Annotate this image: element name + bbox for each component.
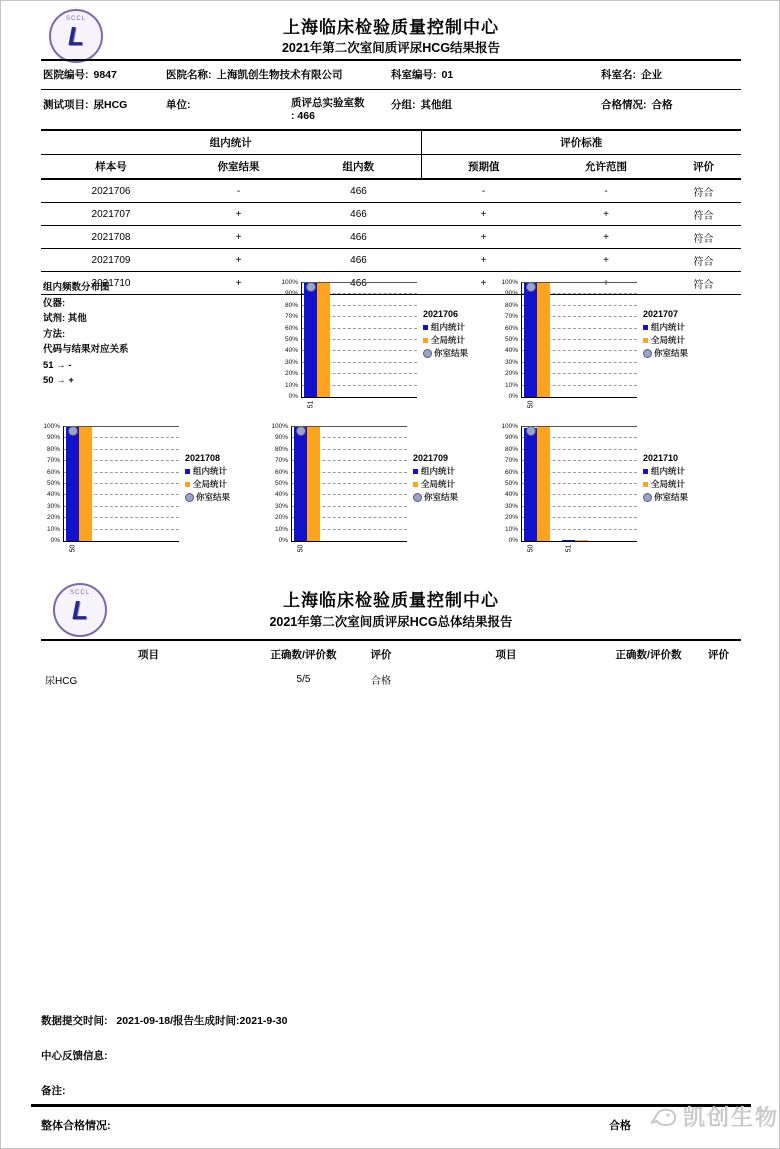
logo-monogram: L: [72, 595, 88, 625]
legend-item: [643, 321, 688, 334]
y-tick-label: 50%: [284, 336, 298, 343]
chart-legend: [423, 308, 468, 360]
y-tick-label: 0%: [288, 393, 298, 400]
y-tick-label: 60%: [284, 324, 298, 332]
col-correct-ratio: 正确数/评价数: [256, 640, 351, 667]
chart-notes: [43, 280, 129, 389]
frequency-chart-2021709: [272, 422, 487, 562]
y-tick-label: 20%: [504, 370, 518, 378]
x-tick-label: 51: [565, 544, 573, 553]
x-tick-label: 50: [527, 400, 535, 409]
column-header-row: [41, 155, 741, 180]
y-tick-label: 20%: [274, 514, 288, 522]
overall-qualified-value: 合格: [609, 1120, 631, 1132]
chart-legend: [643, 308, 688, 360]
watermark: [649, 1101, 779, 1132]
chart-legend: [185, 452, 230, 504]
y-tick-label: 80%: [504, 445, 518, 453]
x-tick-label: 51: [307, 400, 315, 409]
remark-line: 备注:: [41, 1085, 66, 1097]
y-tick-label: 100%: [43, 423, 60, 430]
report1-subtitle: 2021年第二次室间质评尿HCG结果报告: [281, 41, 501, 55]
column-header-row: [41, 640, 741, 667]
y-tick-label: 100%: [501, 423, 518, 430]
col-evaluation-2: 评价: [696, 640, 741, 667]
kaichuang-bird-icon: [649, 1104, 679, 1130]
y-tick-label: 90%: [274, 434, 288, 442]
legend-item: [643, 334, 688, 347]
results-table: [41, 129, 741, 298]
legend-label: 你室结果: [434, 348, 469, 358]
overall-qualified-label: 整体合格情况:: [41, 1120, 111, 1132]
legend-item: [643, 347, 688, 360]
legend-circle-swatch: [423, 349, 432, 358]
legend-item: [413, 465, 458, 478]
legend-label: 全局统计: [193, 479, 228, 489]
legend-square-swatch: [643, 469, 648, 474]
group-header-intra: 组内统计: [41, 130, 421, 155]
legend-item: [185, 478, 230, 491]
chart-legend: [643, 452, 688, 504]
code-map-51: 51 → -: [43, 359, 72, 371]
y-tick-label: 40%: [284, 347, 298, 355]
legend-item: [643, 491, 688, 504]
logo-monogram: L: [68, 21, 84, 51]
y-tick-label: 40%: [504, 347, 518, 355]
your-result-marker: [296, 426, 306, 436]
col-your-result: 你室结果: [181, 155, 296, 180]
table-row: 尿HCG 5/5 合格: [45, 673, 391, 687]
y-tick-label: 40%: [504, 491, 518, 499]
qualified-field: 合格情况: 合格: [601, 99, 673, 111]
col-evaluation: 评价: [666, 155, 741, 180]
legend-label: 全局统计: [431, 335, 466, 345]
your-result-marker: [526, 426, 536, 436]
legend-label: 全局统计: [651, 335, 686, 345]
legend-square-swatch: [413, 482, 418, 487]
y-tick-label: 20%: [504, 514, 518, 522]
code-map-title: 代码与结果对应关系: [43, 344, 129, 355]
y-tick-label: 10%: [504, 381, 518, 389]
col-correct-ratio-2: 正确数/评价数: [601, 640, 696, 667]
bar-global-stat: [537, 283, 550, 397]
chart-legend: [413, 452, 458, 504]
y-tick-label: 30%: [46, 502, 60, 510]
y-tick-label: 30%: [284, 358, 298, 366]
y-tick-label: 10%: [284, 381, 298, 389]
legend-label: 组内统计: [651, 466, 686, 476]
frequency-chart-2021707: [502, 278, 717, 418]
legend-square-swatch: [643, 325, 648, 330]
legend-item: [643, 478, 688, 491]
legend-title: 2021706: [423, 309, 459, 319]
legend-item: [423, 347, 468, 360]
col-expected: 预期值: [421, 155, 546, 180]
your-result-marker: [306, 282, 316, 292]
table-row: 2021708 + 466 + + 符合: [41, 226, 741, 249]
overall-results-table: [41, 639, 741, 691]
legend-label: 你室结果: [654, 492, 689, 502]
y-tick-label: 20%: [46, 514, 60, 522]
your-result-marker: [526, 282, 536, 292]
logo-ring-text: SCCL: [69, 590, 90, 596]
y-tick-label: 20%: [284, 370, 298, 378]
frequency-chart-2021708: [44, 422, 259, 562]
y-tick-label: 10%: [504, 525, 518, 533]
info-row-2: [41, 97, 741, 129]
y-tick-label: 80%: [284, 301, 298, 309]
dept-name-field: 科室名: 企业: [601, 69, 662, 81]
legend-label: 组内统计: [421, 466, 456, 476]
divider: [41, 59, 741, 61]
y-tick-label: 70%: [504, 457, 518, 465]
bar-group-stat: [524, 283, 537, 397]
legend-square-swatch: [423, 338, 428, 343]
y-tick-label: 30%: [504, 358, 518, 366]
x-axis: [521, 398, 636, 418]
legend-title: 2021707: [643, 309, 679, 319]
y-tick-label: 40%: [46, 491, 60, 499]
divider-thick: [31, 1104, 751, 1107]
col-sample-no: 样本号: [41, 155, 181, 180]
bar-group-stat: [294, 427, 307, 541]
legend-circle-swatch: [185, 493, 194, 502]
y-tick-label: 0%: [50, 537, 60, 544]
y-tick-label: 60%: [46, 468, 60, 476]
bar-group-stat: [66, 427, 79, 541]
dept-no-field: 科室编号: 01: [391, 69, 454, 81]
y-tick-label: 80%: [274, 445, 288, 453]
y-tick-label: 0%: [508, 393, 518, 400]
y-tick-label: 50%: [274, 480, 288, 487]
hospital-no-field: 医院编号: 9847: [43, 69, 117, 81]
y-tick-label: 100%: [281, 279, 298, 286]
legend-label: 全局统计: [421, 479, 456, 489]
bar-global-stat: [79, 427, 92, 541]
y-axis: [43, 423, 62, 544]
unit-field: 单位:: [166, 99, 191, 111]
x-axis: [301, 398, 416, 418]
y-tick-label: 80%: [504, 301, 518, 309]
col-evaluation: 评价: [351, 640, 411, 667]
watermark-text: 凯创生物: [683, 1105, 780, 1130]
y-tick-label: 70%: [284, 313, 298, 321]
legend-item: [423, 334, 468, 347]
col-allowed-range: 允许范围: [546, 155, 666, 180]
legend-item: [413, 478, 458, 491]
y-axis: [281, 279, 300, 400]
group-header-criteria: 评价标准: [421, 130, 741, 155]
legend-title: 2021710: [643, 453, 679, 463]
table-row: 2021709 + 466 + + 符合: [41, 249, 741, 272]
x-axis: [291, 542, 406, 562]
legend-item: [423, 321, 468, 334]
plot-area: [301, 282, 417, 398]
y-tick-label: 70%: [46, 457, 60, 465]
legend-title: 2021708: [185, 453, 221, 463]
bar-global-stat: [537, 427, 550, 541]
legend-label: 全局统计: [651, 479, 686, 489]
plot-area: [63, 426, 179, 542]
legend-item: [185, 491, 230, 504]
center-feedback-line: 中心反馈信息:: [41, 1050, 108, 1062]
legend-item: [643, 465, 688, 478]
bar-group-stat: [562, 540, 575, 541]
y-tick-label: 100%: [501, 279, 518, 286]
legend-item: [185, 465, 230, 478]
table-row: 2021706 - 466 - - 符合: [41, 179, 741, 203]
y-tick-label: 40%: [274, 491, 288, 499]
legend-label: 你室结果: [424, 492, 459, 502]
bar-global-stat: [317, 283, 330, 397]
group-field: 分组: 其他组: [391, 99, 452, 111]
legend-label: 组内统计: [193, 466, 228, 476]
y-tick-label: 70%: [504, 313, 518, 321]
method-line: 方法:: [43, 328, 66, 340]
y-tick-label: 60%: [274, 468, 288, 476]
y-tick-label: 80%: [46, 445, 60, 453]
col-group-count: 组内数: [296, 155, 421, 180]
y-tick-label: 50%: [504, 336, 518, 343]
bar-global-stat: [575, 540, 588, 541]
code-map-50: 50 → +: [43, 375, 74, 386]
legend-square-swatch: [423, 325, 428, 330]
group-header-row: [41, 130, 741, 155]
y-tick-label: 100%: [271, 423, 288, 430]
plot-area: [521, 426, 637, 542]
table-row: 2021707 + 466 + + 符合: [41, 203, 741, 226]
y-tick-label: 90%: [504, 290, 518, 298]
col-item-2: 项目: [411, 640, 601, 667]
reagent-line: 试剂: 其他: [43, 313, 87, 324]
y-axis: [271, 423, 290, 544]
x-tick-label: 50: [527, 544, 535, 553]
frequency-chart-2021710: [502, 422, 717, 562]
y-axis: [501, 279, 520, 400]
test-item-field: 测试项目: 尿HCG: [43, 99, 128, 111]
y-tick-label: 0%: [508, 537, 518, 544]
x-axis: [63, 542, 178, 562]
x-axis: [521, 542, 636, 562]
y-tick-label: 0%: [278, 537, 288, 544]
legend-square-swatch: [643, 338, 648, 343]
notes-title: 组内频数分布图: [43, 282, 110, 293]
legend-label: 你室结果: [654, 348, 689, 358]
logo-ring-text: SCCL: [65, 16, 86, 22]
plot-area: [521, 282, 637, 398]
y-tick-label: 30%: [504, 502, 518, 510]
divider: [41, 89, 741, 90]
legend-title: 2021709: [413, 453, 449, 463]
y-tick-label: 50%: [46, 480, 60, 487]
report1-title: 上海临床检验质量控制中心: [283, 18, 499, 37]
y-tick-label: 30%: [274, 502, 288, 510]
legend-square-swatch: [185, 482, 190, 487]
legend-square-swatch: [185, 469, 190, 474]
instrument-line: 仪器:: [43, 297, 66, 309]
bar-global-stat: [307, 427, 320, 541]
legend-square-swatch: [413, 469, 418, 474]
legend-circle-swatch: [643, 493, 652, 502]
y-tick-label: 60%: [504, 324, 518, 332]
hospital-name-field: 医院名称: 上海凯创生物技术有限公司: [166, 69, 343, 81]
bar-group-stat: [524, 428, 537, 541]
x-tick-label: 50: [297, 544, 305, 553]
legend-label: 组内统计: [431, 322, 466, 332]
x-tick-label: 50: [69, 544, 77, 553]
y-tick-label: 50%: [504, 480, 518, 487]
y-tick-label: 10%: [46, 525, 60, 533]
legend-circle-swatch: [643, 349, 652, 358]
y-tick-label: 90%: [504, 434, 518, 442]
y-tick-label: 70%: [274, 457, 288, 465]
report2-subtitle: 2021年第二次室间质评尿HCG总体结果报告: [269, 615, 513, 629]
info-row-1: [41, 67, 741, 91]
legend-item: [413, 491, 458, 504]
legend-label: 组内统计: [651, 322, 686, 332]
your-result-marker: [68, 426, 78, 436]
table-row: 2021710 + 466 + + 符合: [41, 272, 741, 295]
col-item: 项目: [41, 640, 256, 667]
legend-square-swatch: [643, 482, 648, 487]
submit-time-line: 数据提交时间: 2021-09-18/报告生成时间:2021-9-30: [41, 1015, 288, 1027]
plot-area: [291, 426, 407, 542]
y-axis: [501, 423, 520, 544]
y-tick-label: 90%: [46, 434, 60, 442]
bar-group-stat: [304, 283, 317, 397]
report2-title: 上海临床检验质量控制中心: [283, 591, 499, 610]
y-tick-label: 10%: [274, 525, 288, 533]
legend-circle-swatch: [413, 493, 422, 502]
frequency-chart-2021706: [282, 278, 497, 418]
legend-label: 你室结果: [196, 492, 231, 502]
y-tick-label: 90%: [284, 290, 298, 298]
total-labs-field: 质评总实验室数 : 466: [291, 97, 365, 122]
y-tick-label: 60%: [504, 468, 518, 476]
